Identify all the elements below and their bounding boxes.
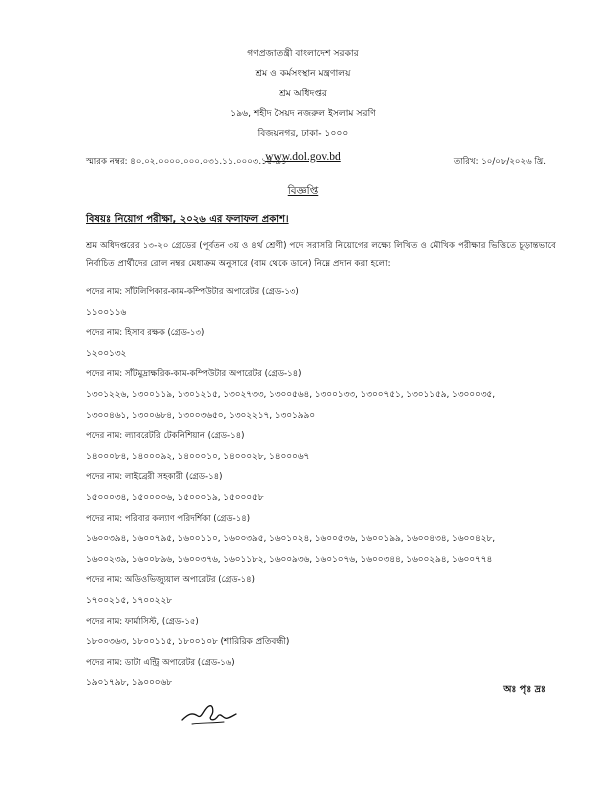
notice-title-text: বিজ্ঞপ্তি <box>287 185 319 197</box>
results-list <box>86 282 556 694</box>
notice-title <box>0 184 606 201</box>
govt-name: গণপ্রজাতন্ত্রী বাংলাদেশ সরকার <box>247 48 359 59</box>
roll-numbers: ১১০০১১৬ <box>86 307 127 318</box>
post-heading: পদের নাম: ডাটা এন্ট্রি অপারেটর (গ্রেড-১৬) <box>86 657 235 668</box>
post-heading: পদের নাম: পরিবার কল্যাণ পরিদর্শিকা (গ্রেড-১৪) <box>86 513 251 524</box>
intro-paragraph: শ্রম অধিদপ্তরের ১৩-২০ গ্রেডের (পূর্বতন ৩য় ও ৪র্থ শ্রেণী) পদে সরাসরি নিয়োগের লক্ষ্যে লিখিত ও মৌখিক পরীক্ষার ভিত্তিতে চূড়ান্তভাবে নির্বাচিত প্রার্থীদের রোল নম্বর মেধাক্রম অনুসারে (বাম থেকে ডানে) নিম্নে প্রদান করা হলো: <box>86 241 556 269</box>
department-name: শ্রম অধিদপ্তর <box>279 88 327 99</box>
roll-numbers: ১৬০০২৩৯, ১৬০০৮৯৬, ১৬০০৩৭৬, ১৬০১১৮২, ১৬০০৯৩৬, ১৬০১০৭৬, ১৬০০৩৪৪, ১৬০০২৯৪, ১৬০০৭৭৪ <box>86 554 493 565</box>
roll-numbers: ১৭০০২১৫, ১৭০০২২৮ <box>86 595 172 606</box>
post-heading: পদের নাম: সাঁটমুদ্রাক্ষরিক-কাম-কম্পিউটার অপারেটর (গ্রেড-১৪) <box>86 369 302 380</box>
post-heading: পদের নাম: সাঁটলিপিকার-কাম-কম্পিউটার অপারেটর (গ্রেড-১৩) <box>86 287 299 297</box>
memo-date: তারিখ: ১০/০৮/২০২৬ খ্রি. <box>453 157 546 167</box>
address-city: বিজয়নগর, ঢাকা- ১০০০ <box>257 128 349 139</box>
roll-numbers: ১৮০০৩৬৩, ১৮০০১১৫, ১৮০০১০৮ (শারিরিক প্রতিবন্ধী) <box>86 637 290 648</box>
continued-overleaf: অঃ পৃঃ দ্রঃ <box>503 684 546 695</box>
roll-numbers: ১৬০০৩৯৪, ১৬০০৭৯৫, ১৬০০১১০, ১৬০০৩৯৫, ১৬০১০২৪, ১৬০০৫৩৬, ১৬০০১৯৯, ১৬০০৪৩৪, ১৬০০৪২৮, <box>86 534 495 545</box>
roll-numbers: ১২০০১৩২ <box>86 348 127 359</box>
ministry-name: শ্রম ও কর্মসংস্থান মন্ত্রণালয় <box>255 68 351 79</box>
post-heading: পদের নাম: লাইব্রেরী সহকারী (গ্রেড-১৪) <box>86 472 223 483</box>
subject-line: বিষয়ঃ নিয়োগ পরীক্ষা, ২০২৬ এর ফলাফল প্রকাশ। <box>86 214 289 225</box>
post-heading: পদের নাম: অডিওভিজ্যুয়াল অপারেটর (গ্রেড-১৪) <box>86 575 255 586</box>
website-link[interactable]: www.dol.gov.bd <box>265 151 341 163</box>
post-heading: পদের নাম: হিসাব রক্ষক (গ্রেড-১৩) <box>86 328 205 339</box>
address-street: ১৯৬, শহীদ সৈয়দ নজরুল ইসলাম সরণি <box>230 108 376 119</box>
roll-numbers: ১৫০০০৩৪, ১৫০০০০৬, ১৫০০০১৯, ১৫০০০৫৮ <box>86 492 264 503</box>
roll-numbers: ১৩০১২২৬, ১৩০০১১৯, ১৩০১২১৫, ১৩০২৭৩৩, ১৩০০৫৬৪, ১৩০০১৩৩, ১৩০০৭৫১, ১৩০১১৫৯, ১৩০০০৩৫, <box>86 389 495 400</box>
post-heading: পদের নাম: ল্যাবরেটরি টেকনিশিয়ান (গ্রেড-১৪) <box>86 431 245 442</box>
roll-numbers: ১৩০০৪৬১, ১৩০০৬৮৪, ১৩০০৩৬৫০, ১৩০২২১৭, ১৩০১৯৯০ <box>86 410 315 421</box>
roll-numbers: ১৪০০০৮৪, ১৪০০০৯২, ১৪০০০১০, ১৪০০০২৮, ১৪০০০৬৭ <box>86 451 310 462</box>
memo-number: স্মারক নম্বর: ৪০.০২.০০০০.০০০.০৩১.১১.০০০৩.১৫-৯১ <box>86 157 287 167</box>
roll-numbers: ১৯০১৭৯৮, ১৯০০০৬৮ <box>86 678 172 689</box>
letterhead <box>0 44 606 168</box>
post-heading: পদের নাম: ফার্মাসিস্ট, (গ্রেড-১৫) <box>86 616 199 627</box>
signature-mark <box>178 698 238 730</box>
